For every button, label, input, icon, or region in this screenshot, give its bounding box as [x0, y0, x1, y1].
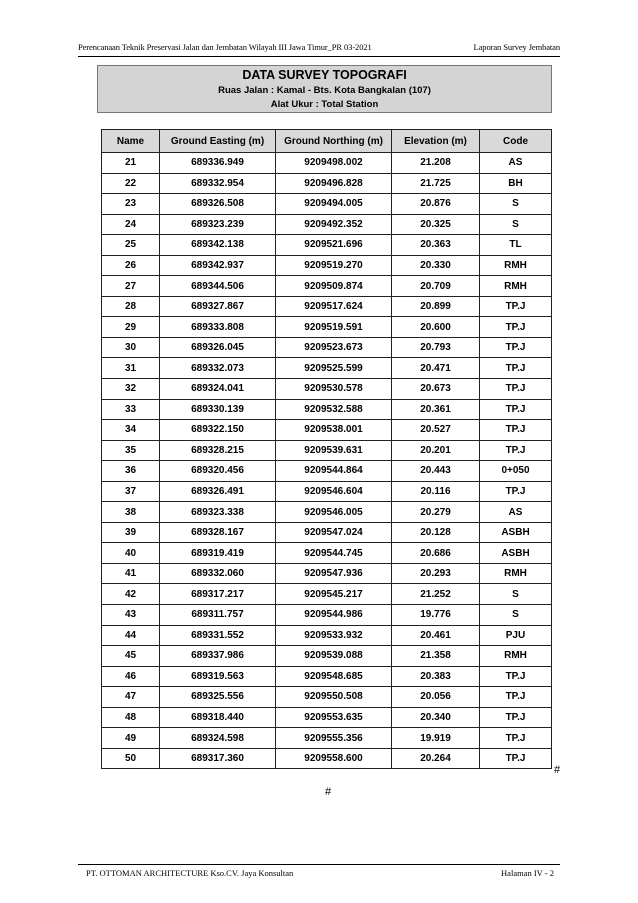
code-cell: TP.J: [480, 687, 552, 708]
table-row: [102, 543, 552, 564]
elevation-cell: 20.116: [392, 481, 480, 502]
easting-cell: 689328.167: [160, 522, 276, 543]
easting-cell: 689324.598: [160, 728, 276, 749]
northing-cell: 9209538.001: [276, 420, 392, 441]
elevation-cell: 20.325: [392, 214, 480, 235]
point-name-cell: 48: [102, 707, 160, 728]
point-name-cell: 49: [102, 728, 160, 749]
table-row: [102, 420, 552, 441]
northing-cell: 9209555.356: [276, 728, 392, 749]
elevation-cell: 20.201: [392, 440, 480, 461]
code-cell: TP.J: [480, 296, 552, 317]
easting-cell: 689325.556: [160, 687, 276, 708]
point-name-cell: 33: [102, 399, 160, 420]
elevation-cell: 20.264: [392, 748, 480, 769]
elevation-cell: 20.527: [392, 420, 480, 441]
point-name-cell: 34: [102, 420, 160, 441]
road-segment-label: Ruas Jalan : Kamal - Bts. Kota Bangkalan (107): [218, 85, 431, 96]
northing-cell: 9209547.936: [276, 563, 392, 584]
easting-cell: 689318.440: [160, 707, 276, 728]
easting-cell: 689344.506: [160, 276, 276, 297]
table-row: [102, 255, 552, 276]
elevation-cell: 19.776: [392, 605, 480, 626]
code-cell: RMH: [480, 646, 552, 667]
northing-cell: 9209496.828: [276, 173, 392, 194]
point-name-cell: 35: [102, 440, 160, 461]
code-cell: TP.J: [480, 420, 552, 441]
code-cell: TL: [480, 235, 552, 256]
point-name-cell: 28: [102, 296, 160, 317]
northing-cell: 9209517.624: [276, 296, 392, 317]
elevation-cell: 19.919: [392, 728, 480, 749]
northing-cell: 9209539.631: [276, 440, 392, 461]
northing-cell: 9209519.591: [276, 317, 392, 338]
table-row: [102, 522, 552, 543]
code-cell: TP.J: [480, 337, 552, 358]
table-row: [102, 625, 552, 646]
easting-cell: 689319.563: [160, 666, 276, 687]
table-row: [102, 440, 552, 461]
northing-cell: 9209544.986: [276, 605, 392, 626]
elevation-cell: 20.471: [392, 358, 480, 379]
code-cell: S: [480, 214, 552, 235]
point-name-cell: 21: [102, 153, 160, 174]
table-row: [102, 317, 552, 338]
point-name-cell: 24: [102, 214, 160, 235]
instrument-label: Alat Ukur : Total Station: [270, 99, 379, 110]
easting-cell: 689330.139: [160, 399, 276, 420]
page-footer: [78, 868, 560, 882]
table-row: [102, 153, 552, 174]
code-cell: BH: [480, 173, 552, 194]
code-cell: AS: [480, 153, 552, 174]
code-cell: TP.J: [480, 748, 552, 769]
code-cell: ASBH: [480, 543, 552, 564]
code-cell: S: [480, 584, 552, 605]
northing-cell: 9209553.635: [276, 707, 392, 728]
elevation-cell: 20.793: [392, 337, 480, 358]
easting-cell: 689319.419: [160, 543, 276, 564]
easting-cell: 689342.937: [160, 255, 276, 276]
point-name-cell: 39: [102, 522, 160, 543]
table-row: [102, 728, 552, 749]
point-name-cell: 36: [102, 461, 160, 482]
point-name-cell: 41: [102, 563, 160, 584]
column-header-easting: Ground Easting (m): [160, 130, 276, 153]
northing-cell: 9209558.600: [276, 748, 392, 769]
northing-cell: 9209546.604: [276, 481, 392, 502]
column-header-name: Name: [102, 130, 160, 153]
table-row: [102, 296, 552, 317]
northing-cell: 9209550.508: [276, 687, 392, 708]
easting-cell: 689332.060: [160, 563, 276, 584]
northing-cell: 9209544.864: [276, 461, 392, 482]
survey-data-table: [101, 129, 552, 769]
code-cell: S: [480, 605, 552, 626]
elevation-cell: 21.252: [392, 584, 480, 605]
easting-cell: 689311.757: [160, 605, 276, 626]
northing-cell: 9209525.599: [276, 358, 392, 379]
easting-cell: 689328.215: [160, 440, 276, 461]
header-document-title: Perencanaan Teknik Preservasi Jalan dan Jembatan Wilayah III Jawa Timur_PR 03-2021: [78, 42, 372, 52]
easting-cell: 689326.508: [160, 194, 276, 215]
elevation-cell: 20.340: [392, 707, 480, 728]
point-name-cell: 29: [102, 317, 160, 338]
table-row: [102, 399, 552, 420]
table-row: [102, 235, 552, 256]
elevation-cell: 21.725: [392, 173, 480, 194]
point-name-cell: 32: [102, 379, 160, 400]
code-cell: RMH: [480, 563, 552, 584]
footer-company: PT. OTTOMAN ARCHITECTURE Kso.CV. Jaya Konsultan: [86, 868, 294, 878]
northing-cell: 9209544.745: [276, 543, 392, 564]
table-row: [102, 563, 552, 584]
elevation-cell: 20.383: [392, 666, 480, 687]
code-cell: TP.J: [480, 481, 552, 502]
northing-cell: 9209509.874: [276, 276, 392, 297]
point-name-cell: 23: [102, 194, 160, 215]
easting-cell: 689342.138: [160, 235, 276, 256]
header-divider: [78, 56, 560, 57]
elevation-cell: 20.056: [392, 687, 480, 708]
table-row: [102, 666, 552, 687]
elevation-cell: 20.461: [392, 625, 480, 646]
column-header-code: Code: [480, 130, 552, 153]
code-cell: TP.J: [480, 666, 552, 687]
easting-cell: 689337.986: [160, 646, 276, 667]
easting-cell: 689331.552: [160, 625, 276, 646]
code-cell: TP.J: [480, 707, 552, 728]
header-report-name: Laporan Survey Jembatan: [473, 42, 560, 52]
footer-divider: [78, 864, 560, 865]
code-cell: TP.J: [480, 358, 552, 379]
code-cell: TP.J: [480, 399, 552, 420]
point-name-cell: 45: [102, 646, 160, 667]
title-box: [97, 65, 552, 113]
code-cell: TP.J: [480, 728, 552, 749]
easting-cell: 689336.949: [160, 153, 276, 174]
elevation-cell: 20.330: [392, 255, 480, 276]
center-hash-mark: #: [325, 786, 332, 798]
table-row: [102, 584, 552, 605]
elevation-cell: 20.709: [392, 276, 480, 297]
easting-cell: 689327.867: [160, 296, 276, 317]
column-header-elevation: Elevation (m): [392, 130, 480, 153]
table-body: [102, 153, 552, 769]
point-name-cell: 30: [102, 337, 160, 358]
table-row: [102, 502, 552, 523]
table-row: [102, 358, 552, 379]
point-name-cell: 42: [102, 584, 160, 605]
northing-cell: 9209498.002: [276, 153, 392, 174]
northing-cell: 9209548.685: [276, 666, 392, 687]
easting-cell: 689322.150: [160, 420, 276, 441]
table-row: [102, 605, 552, 626]
elevation-cell: 20.279: [392, 502, 480, 523]
northing-cell: 9209547.024: [276, 522, 392, 543]
table-row: [102, 748, 552, 769]
point-name-cell: 27: [102, 276, 160, 297]
elevation-cell: 21.358: [392, 646, 480, 667]
code-cell: 0+050: [480, 461, 552, 482]
easting-cell: 689333.808: [160, 317, 276, 338]
point-name-cell: 31: [102, 358, 160, 379]
table-row: [102, 461, 552, 482]
northing-cell: 9209533.932: [276, 625, 392, 646]
easting-cell: 689317.217: [160, 584, 276, 605]
easting-cell: 689326.045: [160, 337, 276, 358]
side-hash-mark: #: [554, 764, 561, 776]
point-name-cell: 40: [102, 543, 160, 564]
point-name-cell: 25: [102, 235, 160, 256]
table-row: [102, 687, 552, 708]
page-header: [78, 42, 560, 56]
code-cell: TP.J: [480, 379, 552, 400]
easting-cell: 689317.360: [160, 748, 276, 769]
easting-cell: 689320.456: [160, 461, 276, 482]
elevation-cell: 20.363: [392, 235, 480, 256]
table-row: [102, 276, 552, 297]
northing-cell: 9209521.696: [276, 235, 392, 256]
code-cell: AS: [480, 502, 552, 523]
point-name-cell: 47: [102, 687, 160, 708]
northing-cell: 9209530.578: [276, 379, 392, 400]
code-cell: RMH: [480, 255, 552, 276]
elevation-cell: 20.673: [392, 379, 480, 400]
northing-cell: 9209539.088: [276, 646, 392, 667]
elevation-cell: 20.443: [392, 461, 480, 482]
elevation-cell: 20.600: [392, 317, 480, 338]
easting-cell: 689323.338: [160, 502, 276, 523]
easting-cell: 689323.239: [160, 214, 276, 235]
elevation-cell: 20.876: [392, 194, 480, 215]
table-row: [102, 214, 552, 235]
table-row: [102, 337, 552, 358]
table-row: [102, 173, 552, 194]
table-row: [102, 481, 552, 502]
table-header-row: [102, 130, 552, 153]
code-cell: TP.J: [480, 317, 552, 338]
northing-cell: 9209546.005: [276, 502, 392, 523]
table-row: [102, 379, 552, 400]
point-name-cell: 50: [102, 748, 160, 769]
easting-cell: 689326.491: [160, 481, 276, 502]
column-header-northing: Ground Northing (m): [276, 130, 392, 153]
northing-cell: 9209494.005: [276, 194, 392, 215]
code-cell: TP.J: [480, 440, 552, 461]
table-row: [102, 646, 552, 667]
point-name-cell: 43: [102, 605, 160, 626]
table-row: [102, 194, 552, 215]
point-name-cell: 26: [102, 255, 160, 276]
code-cell: PJU: [480, 625, 552, 646]
elevation-cell: 20.899: [392, 296, 480, 317]
elevation-cell: 20.361: [392, 399, 480, 420]
point-name-cell: 46: [102, 666, 160, 687]
code-cell: S: [480, 194, 552, 215]
point-name-cell: 37: [102, 481, 160, 502]
northing-cell: 9209545.217: [276, 584, 392, 605]
code-cell: ASBH: [480, 522, 552, 543]
elevation-cell: 20.293: [392, 563, 480, 584]
point-name-cell: 38: [102, 502, 160, 523]
northing-cell: 9209532.588: [276, 399, 392, 420]
northing-cell: 9209519.270: [276, 255, 392, 276]
elevation-cell: 21.208: [392, 153, 480, 174]
footer-page-number: Halaman IV - 2: [501, 868, 554, 878]
northing-cell: 9209492.352: [276, 214, 392, 235]
easting-cell: 689332.073: [160, 358, 276, 379]
easting-cell: 689324.041: [160, 379, 276, 400]
northing-cell: 9209523.673: [276, 337, 392, 358]
elevation-cell: 20.686: [392, 543, 480, 564]
code-cell: RMH: [480, 276, 552, 297]
point-name-cell: 44: [102, 625, 160, 646]
easting-cell: 689332.954: [160, 173, 276, 194]
survey-title: DATA SURVEY TOPOGRAFI: [242, 68, 407, 82]
point-name-cell: 22: [102, 173, 160, 194]
elevation-cell: 20.128: [392, 522, 480, 543]
table-row: [102, 707, 552, 728]
